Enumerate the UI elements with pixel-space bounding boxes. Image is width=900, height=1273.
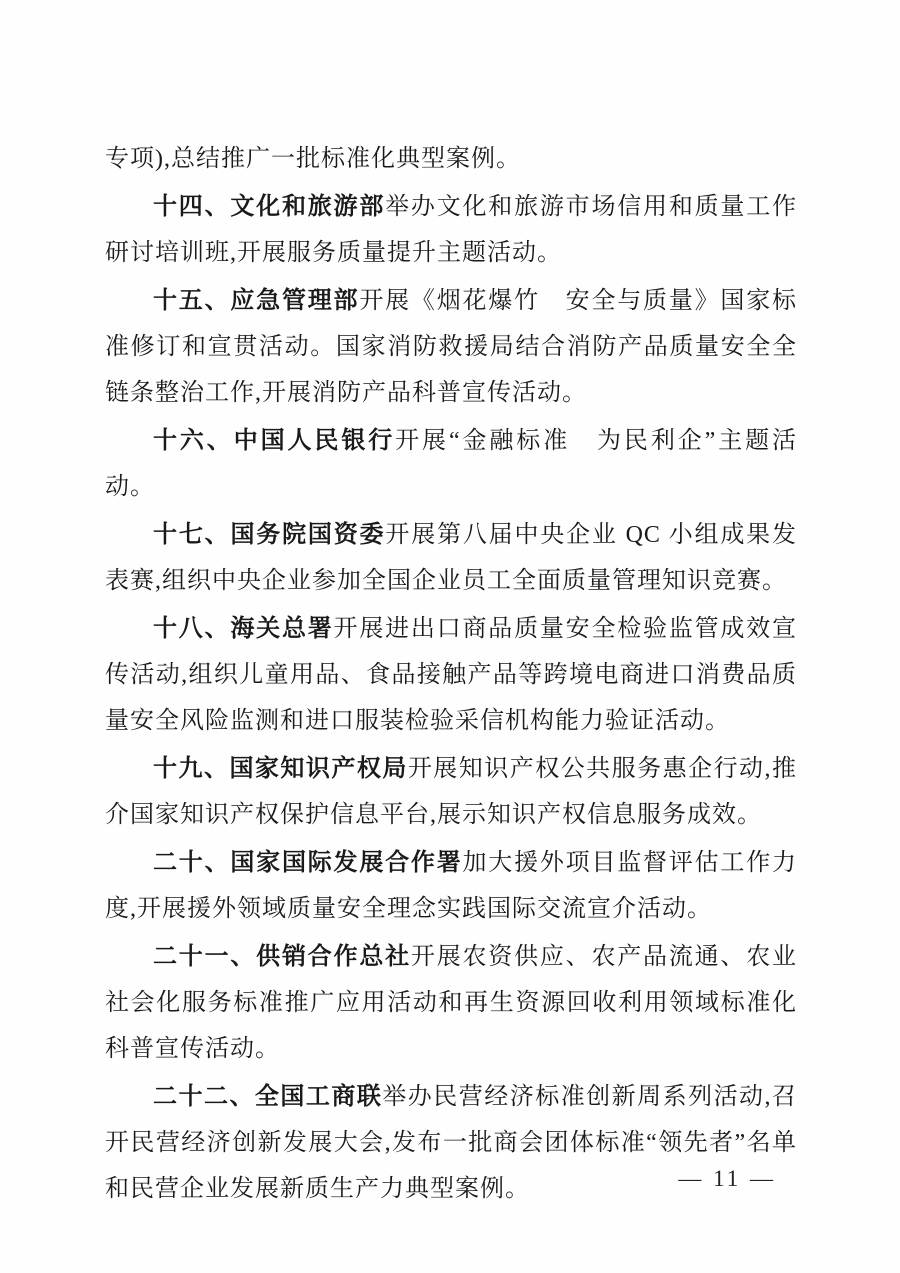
paragraph-body: 开展知识产权公共服务惠企行动,推介国家知识产权保护信息平台,展示知识产权信息服务成效。	[105, 756, 798, 828]
paragraph-item-17	[105, 512, 797, 604]
paragraph-continuation	[105, 136, 797, 182]
paragraph-body: 开展《烟花爆竹 安全与质量》国家标准修订和宣贯活动。国家消防救援局结合消防产品质量安全全链条整治工作,开展消防产品科普宣传活动。	[105, 288, 798, 406]
paragraph-lead: 十六、中国人民银行	[153, 427, 396, 454]
page-number: — 11 —	[678, 1166, 776, 1191]
paragraph-body: 加大援外项目监督评估工作力度,开展援外领域质量安全理念实践国际交流宣介活动。	[105, 850, 797, 922]
paragraph-lead: 二十一、供销合作总社	[153, 943, 411, 970]
paragraph-item-15	[105, 278, 797, 416]
paragraph-lead: 二十、国家国际发展合作署	[153, 849, 463, 876]
paragraph-body: 开展农资供应、农产品流通、农业社会化服务标准推广应用活动和再生资源回收利用领域标准化科普宣传活动。	[105, 944, 798, 1062]
paragraph-lead: 十四、文化和旅游部	[153, 193, 386, 220]
paragraph-item-20	[105, 840, 797, 932]
paragraph-item-19	[105, 746, 797, 838]
paragraph-item-16	[105, 418, 797, 510]
paragraph-item-18	[105, 606, 797, 744]
paragraph-lead: 十七、国务院国资委	[153, 521, 386, 548]
document-body	[105, 136, 797, 1212]
paragraph-body: 开展“金融标准 为民利企”主题活动。	[105, 428, 797, 500]
paragraph-body: 开展第八届中央企业 QC 小组成果发表赛,组织中央企业参加全国企业员工全面质量管理知识竞赛。	[105, 522, 797, 594]
paragraph-item-14	[105, 184, 797, 276]
paragraph-body: 举办民营经济标准创新周系列活动,召开民营经济创新发展大会,发布一批商会团体标准“领先者”名单和民营企业发展新质生产力典型案例。	[105, 1084, 798, 1202]
paragraph-body: 开展进出口商品质量安全检验监管成效宣传活动,组织儿童用品、食品接触产品等跨境电商进口消费品质量安全风险监测和进口服装检验采信机构能力验证活动。	[105, 616, 798, 734]
paragraph-lead: 十八、海关总署	[153, 615, 334, 642]
paragraph-item-21	[105, 934, 797, 1072]
paragraph-lead: 十五、应急管理部	[153, 287, 360, 314]
paragraph-lead: 十九、国家知识产权局	[153, 755, 408, 782]
paragraph-body: 举办文化和旅游市场信用和质量工作研讨培训班,开展服务质量提升主题活动。	[105, 194, 797, 266]
paragraph-lead: 二十二、全国工商联	[153, 1083, 383, 1110]
paragraph-body: 专项),总结推广一批标准化典型案例。	[105, 146, 521, 172]
